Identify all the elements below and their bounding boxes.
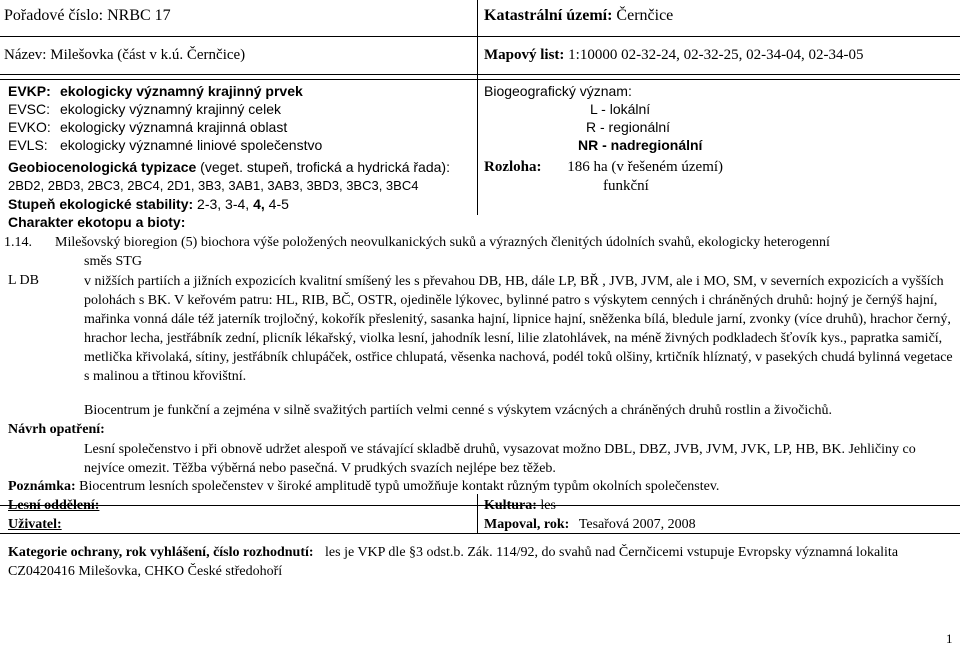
rule: [0, 533, 960, 534]
mapovy-list: [484, 47, 864, 64]
geobio-label: Geobiocenologická typizace: [8, 159, 197, 175]
biogeo-nr: NR - nadregionální: [578, 137, 703, 153]
poradove-label: Pořadové číslo:: [4, 7, 104, 24]
rule: [0, 36, 960, 37]
rozloha-label: Rozloha:: [484, 159, 542, 175]
legend-text: ekologicky významná krajinná oblast: [60, 119, 288, 135]
charakter-code: 1.14.: [4, 235, 32, 250]
uzivatel-label: Uživatel:: [8, 517, 62, 532]
legend-evls: [8, 137, 322, 154]
legend-evsc: [8, 101, 281, 118]
geobio-value: 2BD2, 2BD3, 2BC3, 2BC4, 2D1, 3B3, 3AB1, 3AB3, 3BD3, 3BC3, 3BC4: [8, 178, 419, 193]
legend-key: EVKO:: [8, 119, 51, 135]
legend-evkp: [8, 83, 303, 100]
rule: [0, 79, 960, 80]
biogeo-l: L - lokální: [590, 101, 651, 117]
nazev-label: Název:: [4, 47, 47, 63]
lesni-label: Lesní oddělení:: [8, 498, 100, 513]
charakter-ldb: L DB: [8, 273, 39, 288]
mapoval: [484, 516, 696, 533]
nazev-value: Milešovka (část v k.ú. Černčice): [50, 47, 246, 63]
divider: [477, 494, 478, 534]
charakter-label: Charakter ekotopu a bioty:: [8, 214, 186, 230]
navrh-label: Návrh opatření:: [8, 422, 105, 437]
mapovy-label: Mapový list:: [484, 47, 565, 63]
charakter-biocentrum: Biocentrum je funkční a zejména v silně svažitých partiích velmi cenné s výskytem vzácných a chráněných druhů rostlin a živočichů.: [84, 403, 832, 418]
poznamka-text: Biocentrum lesních společenstev v široké amplitudě typů umožňuje kontakt různým typům okolních společenstev.: [79, 479, 720, 494]
mapoval-value: Tesařová 2007, 2008: [578, 517, 696, 532]
rule: [0, 505, 960, 506]
legend-text: ekologicky významný krajinný prvek: [60, 83, 303, 99]
nazev: [4, 47, 245, 64]
poznamka: [8, 478, 719, 495]
kultura-label: Kultura:: [484, 498, 537, 513]
charakter-line2: směs STG: [84, 254, 142, 269]
mapovy-value: 1:10000 02-32-24, 02-32-25, 02-34-04, 02-34-05: [568, 47, 864, 63]
poznamka-label: Poznámka:: [8, 479, 76, 494]
rozloha: [484, 159, 723, 176]
kultura-value: les: [540, 498, 556, 513]
kultura: [484, 497, 556, 514]
biogeo-r: R - regionální: [586, 119, 671, 135]
legend-text: ekologicky významný krajinný celek: [60, 101, 281, 117]
legend-key: EVKP:: [8, 83, 51, 99]
geobio: [8, 159, 450, 176]
biogeo-title: Biogeografický význam:: [484, 83, 632, 99]
poradove-cislo: [4, 7, 171, 24]
stabilita: [8, 196, 289, 213]
legend-key: EVLS:: [8, 137, 48, 153]
stabilita-value: 2-3, 3-4,: [197, 196, 250, 212]
kategorie: [8, 543, 953, 581]
stabilita-value-last: 4-5: [268, 196, 289, 212]
rule: [0, 74, 960, 75]
katastr-label: Katastrální území:: [484, 7, 613, 24]
rozloha-funkcni: funkční: [603, 178, 649, 194]
legend-evko: [8, 119, 287, 136]
poradove-value: NRBC 17: [107, 7, 171, 24]
mapoval-label: Mapoval, rok:: [484, 517, 570, 532]
rozloha-value: 186 ha (v řešeném území): [567, 159, 724, 175]
stabilita-value-bold: 4,: [253, 196, 265, 212]
stabilita-label: Stupeň ekologické stability:: [8, 196, 194, 212]
charakter-line1: Milešovský bioregion (5) biochora výše položených neovulkanických suků a výrazných členitých údolních svahů, ekologicky heterogenní: [55, 235, 830, 250]
page-number: 1: [946, 631, 953, 646]
legend-key: EVSC:: [8, 101, 51, 117]
legend-text: ekologicky významné liniové společenstvo: [60, 137, 323, 153]
katastr: [484, 7, 673, 24]
divider: [477, 0, 478, 79]
katastr-value: Černčice: [616, 7, 674, 24]
kategorie-text: les je VKP dle §3 odst.b. Zák. 114/92, do svahů nad Černčicemi vstupuje Evropsky významná lokalita CZ0420416 Milešovka, CHKO České středohoří: [8, 545, 899, 579]
charakter-para: v nižších partiích a jižních expozicích kvalitní smíšený les s převahou DB, HB, dále LP, BŘ , JVB, JVM, ale i MO, SM, v severních expozicích a vyšších polohách s BK. V keřovém patru: HL, RIB, BČ, OSTR, ojediněle lýkovec, bylinné patro s výskytem cenných i chráněných druhů: hojný je černýš hajní, mařinka vonná dále též jaterník trojločný, kokořík přeslenitý, sasanka hajní, lipnice hajní, sněženka bílá, bledule jarní, zvonky (více druhů), hrachor černý, hrachor lecha, jestřábník zední, plicník lékařský, violka lesní, jahodník lesní, lilie zlatohlávek, na méně živných podkladech šťovík kys., papratka samičí, metlička křivolaká, sítiny, jestřábník chlupáček, ostřice chlupatá, věsenka nachová, podél toků olšiny, krtičník hlíznatý, v pasekých chudá bylinná vegetace s malinou a třtinou křovištní.: [84, 274, 953, 384]
kategorie-label: Kategorie ochrany, rok vyhlášení, číslo rozhodnutí:: [8, 545, 314, 560]
navrh-para: Lesní společenstvo i při obnově udržet alespoň ve stávající skladbě druhů, vysazovat možno DBL, DBZ, JVB, JVM, JVK, LP, HB, BK. Jehličiny co nejvíce omezit. Těžba výběrná nebo pasečná. V prudkých svazích nejlépe bez těžeb.: [84, 442, 916, 476]
divider: [477, 79, 478, 215]
geobio-note: (veget. stupeň, trofická a hydrická řada):: [200, 159, 450, 175]
